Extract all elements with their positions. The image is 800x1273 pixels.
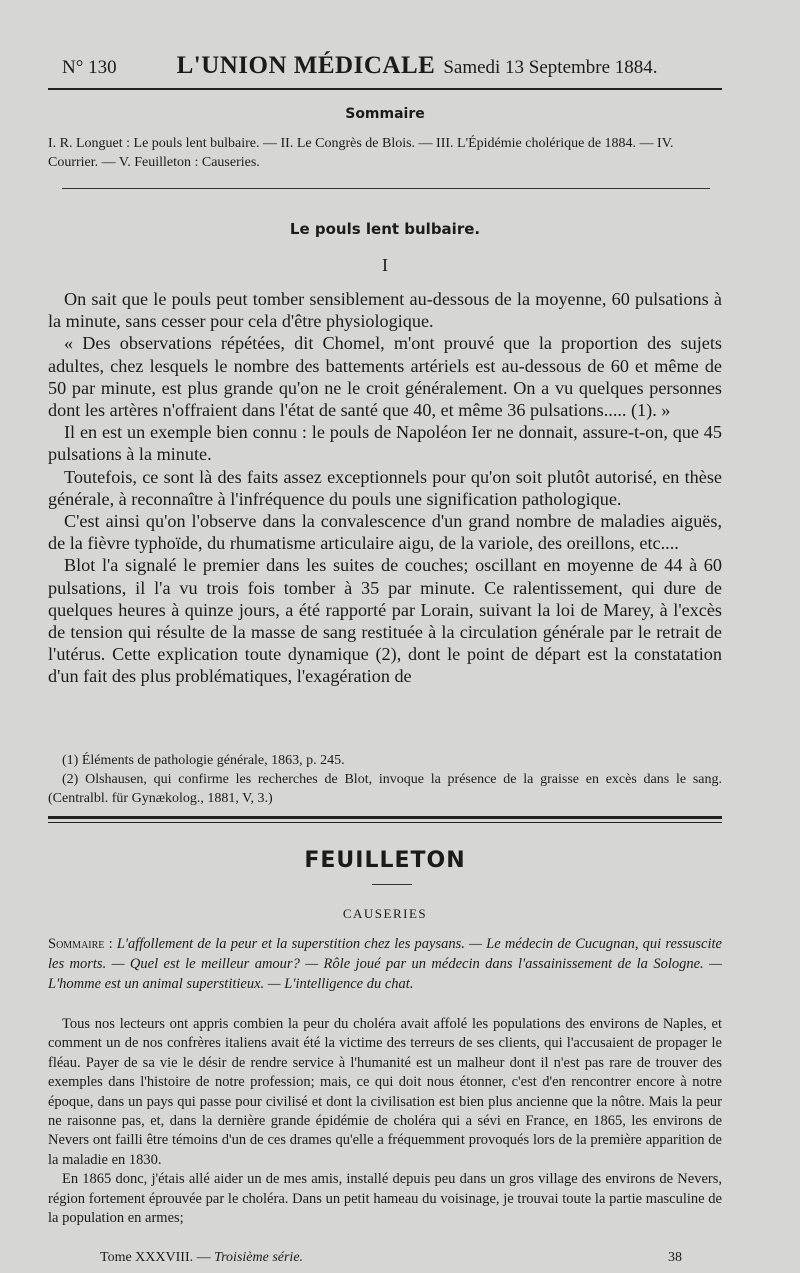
article-paragraph: « Des observations répétées, dit Chomel, m'ont prouvé que la proportion des sujets adultes, chez lesquels le nombre des battements artériels est au-dessous de 60 et même de 50 par minute, est plus grande qu'on ne le croit généralement. On a vu quelques personnes dont les artères n'offraient dans l'état de santé que 40, et même 36 pulsations..... (1). » <box>48 333 722 421</box>
feuilleton-paragraph: Tous nos lecteurs ont appris combien la peur du choléra avait affolé les populations des environs de Naples, et comment un de nos confrères italiens avait été la victime des terreurs de ses clients, qui l'accusaient de propager le fléau. Payer de sa vie le désir de rendre service à l'humanité est un malheur dont il n'est pas rare de trouver des exemples dans l'histoire de notre profession; mais, ce qui doit nous étonner, c'est d'en rencontrer encore à notre époque, dans un pays qui passe pour civilisé et dont la civilisation est bien plus ancienne que la nôtre. Mais la peur ne raisonne pas, et, dans la dernière grande épidémie de choléra qui a sévi en France, en 1865, les environs de Nevers ont failli être témoins d'un de ces drames qu'elle a fréquemment provoqués lors de la première apparition de la maladie en 1830. <box>48 1016 722 1168</box>
feuilleton-sommaire-label: Sommaire : <box>48 936 113 952</box>
feuilleton-rule-thin <box>48 822 722 823</box>
footnote: (1) Éléments de pathologie générale, 1863, p. 245. <box>62 753 345 768</box>
feuilleton-sommaire-text: L'affollement de la peur et la superstition chez les paysans. — Le médecin de Cucugnan, qui ressuscite les morts. — Quel est le meilleur amour? — Rôle joué par un médecin dans l'assainissement de la Sologne. — L'homme est un animal superstitieux. — L'intelligence du chat. <box>48 936 722 992</box>
feuilleton-divider <box>372 884 412 885</box>
article-paragraph: C'est ainsi qu'on l'observe dans la convalescence d'un grand nombre de maladies aiguës, de la fièvre typhoïde, du rhumatisme articulaire aigu, de la variole, des oreillons, etc.... <box>48 511 722 554</box>
footer-series: Troisième série. <box>214 1250 304 1265</box>
article-paragraph: On sait que le pouls peut tomber sensiblement au-dessous de la moyenne, 60 pulsations à la minute, sans cesser pour cela d'être physiologique. <box>48 289 722 332</box>
footnote: (2) Olshausen, qui confirme les recherches de Blot, invoque la présence de la graisse en excès dans le sang. (Centralbl. für Gynækolog., 1881, V, 3.) <box>48 772 722 806</box>
feuilleton-paragraph: En 1865 donc, j'étais allé aider un de mes amis, installé depuis peu dans un gros village des environs de Nevers, région fortement éprouvée par le choléra. Dans un petit hameau du voisinage, je trouvai toute la partie masculine de la population en armes; <box>48 1171 722 1227</box>
header-rule <box>48 88 722 90</box>
article-footnotes <box>48 751 722 808</box>
article-section-number: I <box>382 255 388 275</box>
footer-volume <box>100 1250 668 1266</box>
article-paragraph: Toutefois, ce sont là des faits assez exceptionnels pour qu'on soit plutôt autorisé, en thèse générale, à reconnaître à l'infréquence du pouls une signification pathologique. <box>48 466 722 509</box>
feuilleton-rule-thick <box>48 816 722 819</box>
feuilleton-body <box>48 1015 722 1228</box>
feuilleton-title: FEUILLETON <box>304 848 466 873</box>
article-body <box>48 288 722 688</box>
sommaire-heading: Sommaire <box>345 106 425 122</box>
article-title: Le pouls lent bulbaire. <box>289 220 481 238</box>
page-footer <box>100 1250 722 1266</box>
issue-number: N° 130 <box>62 57 117 78</box>
article-paragraph: Blot l'a signalé le premier dans les suites de couches; oscillant en moyenne de 44 à 60 pulsations, il l'a vu trois fois tomber à 35 par minute. Ce ralentissement, qui dure de quelques heures à quinze jours, a été rapporté par Lorain, suivant la loi de Marey, à l'excès de tension qui résulte de la masse de sang restituée à la circulation générale par le retrait de l'utérus. Cette explication toute dynamique (2), dont le point de départ est la constatation d'un fait des plus problématiques, l'exagération de <box>48 555 722 687</box>
footer-volume-text: Tome XXXVIII. — <box>100 1250 211 1265</box>
page-number: 38 <box>668 1250 682 1265</box>
page-header <box>62 52 722 80</box>
article-paragraph: Il en est un exemple bien connu : le pouls de Napoléon Ier ne donnait, assure-t-on, que 45 pulsations à la minute. <box>48 422 722 465</box>
feuilleton-sommaire <box>48 934 722 994</box>
feuilleton-subtitle: CAUSERIES <box>342 906 428 921</box>
issue-date: Samedi 13 Septembre 1884. <box>443 57 658 78</box>
journal-title: L'UNION MÉDICALE <box>176 52 436 79</box>
sommaire-contents: I. R. Longuet : Le pouls lent bulbaire. — II. Le Congrès de Blois. — III. L'Épidémie cholérique de 1884. — IV. Courrier. — V. Feuilleton : Causeries. <box>48 136 674 170</box>
sommaire-rule <box>62 188 710 189</box>
